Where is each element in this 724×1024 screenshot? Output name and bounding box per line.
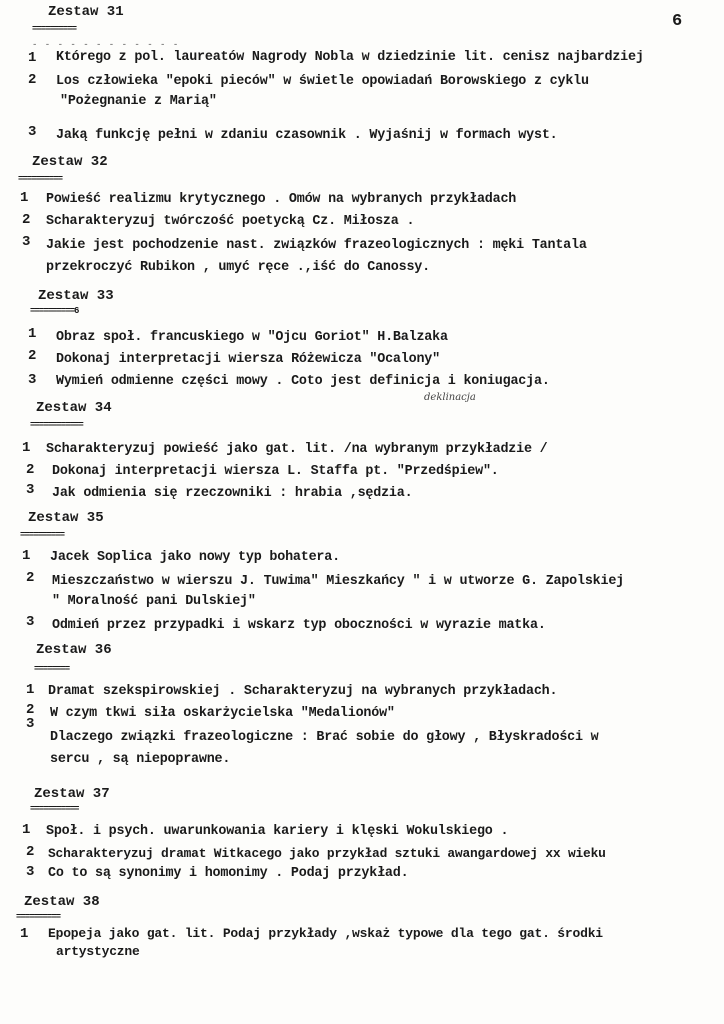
- question-text: Scharakteryzuj twórczość poetycką Cz. Miłosza .: [46, 214, 415, 229]
- page-number: 6: [672, 12, 683, 31]
- question-number: 2: [26, 570, 35, 586]
- question-number: 2: [26, 844, 35, 860]
- question-number: 3: [26, 864, 35, 880]
- set-rule: ==========6: [30, 306, 79, 316]
- question-text: Dlaczego związki frazeologiczne : Brać sobie do głowy , Błyskradości w: [50, 730, 599, 745]
- question-text: Jakie jest pochodzenie nast. związków frazeologicznych : męki Tantala: [46, 238, 587, 253]
- question-number: 1: [22, 440, 31, 456]
- set-rule: ==========: [20, 530, 65, 540]
- dashed-line: - - - - - - - - - - - -: [32, 40, 180, 50]
- set-title: Zestaw 34: [36, 400, 112, 416]
- set-rule: ==========: [18, 174, 63, 184]
- question-number: 2: [28, 72, 37, 88]
- question-number: 2: [26, 462, 35, 478]
- question-text: Scharakteryzuj dramat Witkacego jako przykład sztuki awangardowej xx wieku: [48, 846, 606, 861]
- question-number: 2: [22, 212, 31, 228]
- set-title: Zestaw 35: [28, 510, 104, 526]
- question-number: 1: [28, 326, 37, 342]
- set-title: Zestaw 37: [34, 786, 110, 802]
- question-number: 3: [28, 372, 37, 388]
- question-text-cont: " Moralność pani Dulskiej": [52, 594, 256, 609]
- set-title: Zestaw 36: [36, 642, 112, 658]
- question-text: W czym tkwi siła oskarżycielska "Medalionów": [50, 706, 395, 721]
- question-text: Dramat szekspirowskiej . Scharakteryzuj na wybranych przykładach.: [48, 684, 558, 699]
- question-text: Wymień odmienne części mowy . Coto jest definicja i koniugacja.: [56, 374, 550, 389]
- question-text-cont: artystyczne: [56, 944, 140, 959]
- set-rule: ============: [30, 420, 83, 430]
- question-text: Jak odmienia się rzeczowniki : hrabia ,sędzia.: [52, 486, 413, 501]
- question-number: 2: [28, 348, 37, 364]
- question-number: 3: [28, 124, 37, 140]
- question-text: Dokonaj interpretacji wiersza Różewicza "Ocalony": [56, 352, 440, 367]
- set-rule: ==========: [16, 912, 61, 922]
- question-text-cont: sercu , są niepoprawne.: [50, 752, 231, 767]
- question-number: 2: [26, 702, 35, 718]
- question-number: 1: [28, 50, 37, 66]
- question-number: 1: [22, 822, 31, 838]
- question-number: 1: [20, 926, 29, 942]
- question-text: Którego z pol. laureatów Nagrody Nobla w dziedzinie lit. cenisz najbardziej: [56, 50, 644, 65]
- question-number: 3: [22, 234, 31, 250]
- question-text: Scharakteryzuj powieść jako gat. lit. /na wybranym przykładzie /: [46, 442, 548, 457]
- set-title: Zestaw 38: [24, 894, 100, 910]
- question-text-cont: przekroczyć Rubikon , umyć ręce .,iść do Canossy.: [46, 260, 430, 275]
- question-number: 3: [26, 482, 35, 498]
- set-rule: ==========: [32, 24, 77, 34]
- set-title: Zestaw 32: [32, 154, 108, 170]
- question-text: Co to są synonimy i homonimy . Podaj przykład.: [48, 866, 409, 881]
- question-number: 3: [26, 614, 35, 630]
- question-text: Dokonaj interpretacji wiersza L. Staffa pt. "Przedśpiew".: [52, 464, 499, 479]
- handwritten-note: deklinacja: [424, 392, 476, 403]
- set-title: Zestaw 31: [48, 4, 124, 20]
- question-text: Społ. i psych. uwarunkowania kariery i klęski Wokulskiego .: [46, 824, 509, 839]
- question-number: 1: [20, 190, 29, 206]
- set-title: Zestaw 33: [38, 288, 114, 304]
- question-text: Mieszczaństwo w wierszu J. Tuwima" Mieszkańcy " i w utworze G. Zapolskiej: [52, 574, 625, 589]
- question-number: 1: [22, 548, 31, 564]
- question-text: Odmień przez przypadki i wskarz typ oboczności w wyrazie matka.: [52, 618, 546, 633]
- question-text-cont: "Pożegnanie z Marią": [60, 94, 217, 109]
- set-rule: ===========: [30, 804, 79, 814]
- question-text: Powieść realizmu krytycznego . Omów na wybranych przykładach: [46, 192, 517, 207]
- question-text: Jaką funkcję pełni w zdaniu czasownik . Wyjaśnij w formach wyst.: [56, 128, 558, 143]
- question-text: Los człowieka "epoki pieców" w świetle opowiadań Borowskiego z cyklu: [56, 74, 589, 89]
- question-number: 3: [26, 716, 35, 732]
- question-text: Jacek Soplica jako nowy typ bohatera.: [50, 550, 340, 565]
- question-number: 1: [26, 682, 35, 698]
- set-rule: ========: [34, 664, 70, 674]
- question-text: Epopeja jako gat. lit. Podaj przykłady ,wskaż typowe dla tego gat. środki: [48, 926, 603, 941]
- question-text: Obraz społ. francuskiego w "Ojcu Goriot" H.Balzaka: [56, 330, 448, 345]
